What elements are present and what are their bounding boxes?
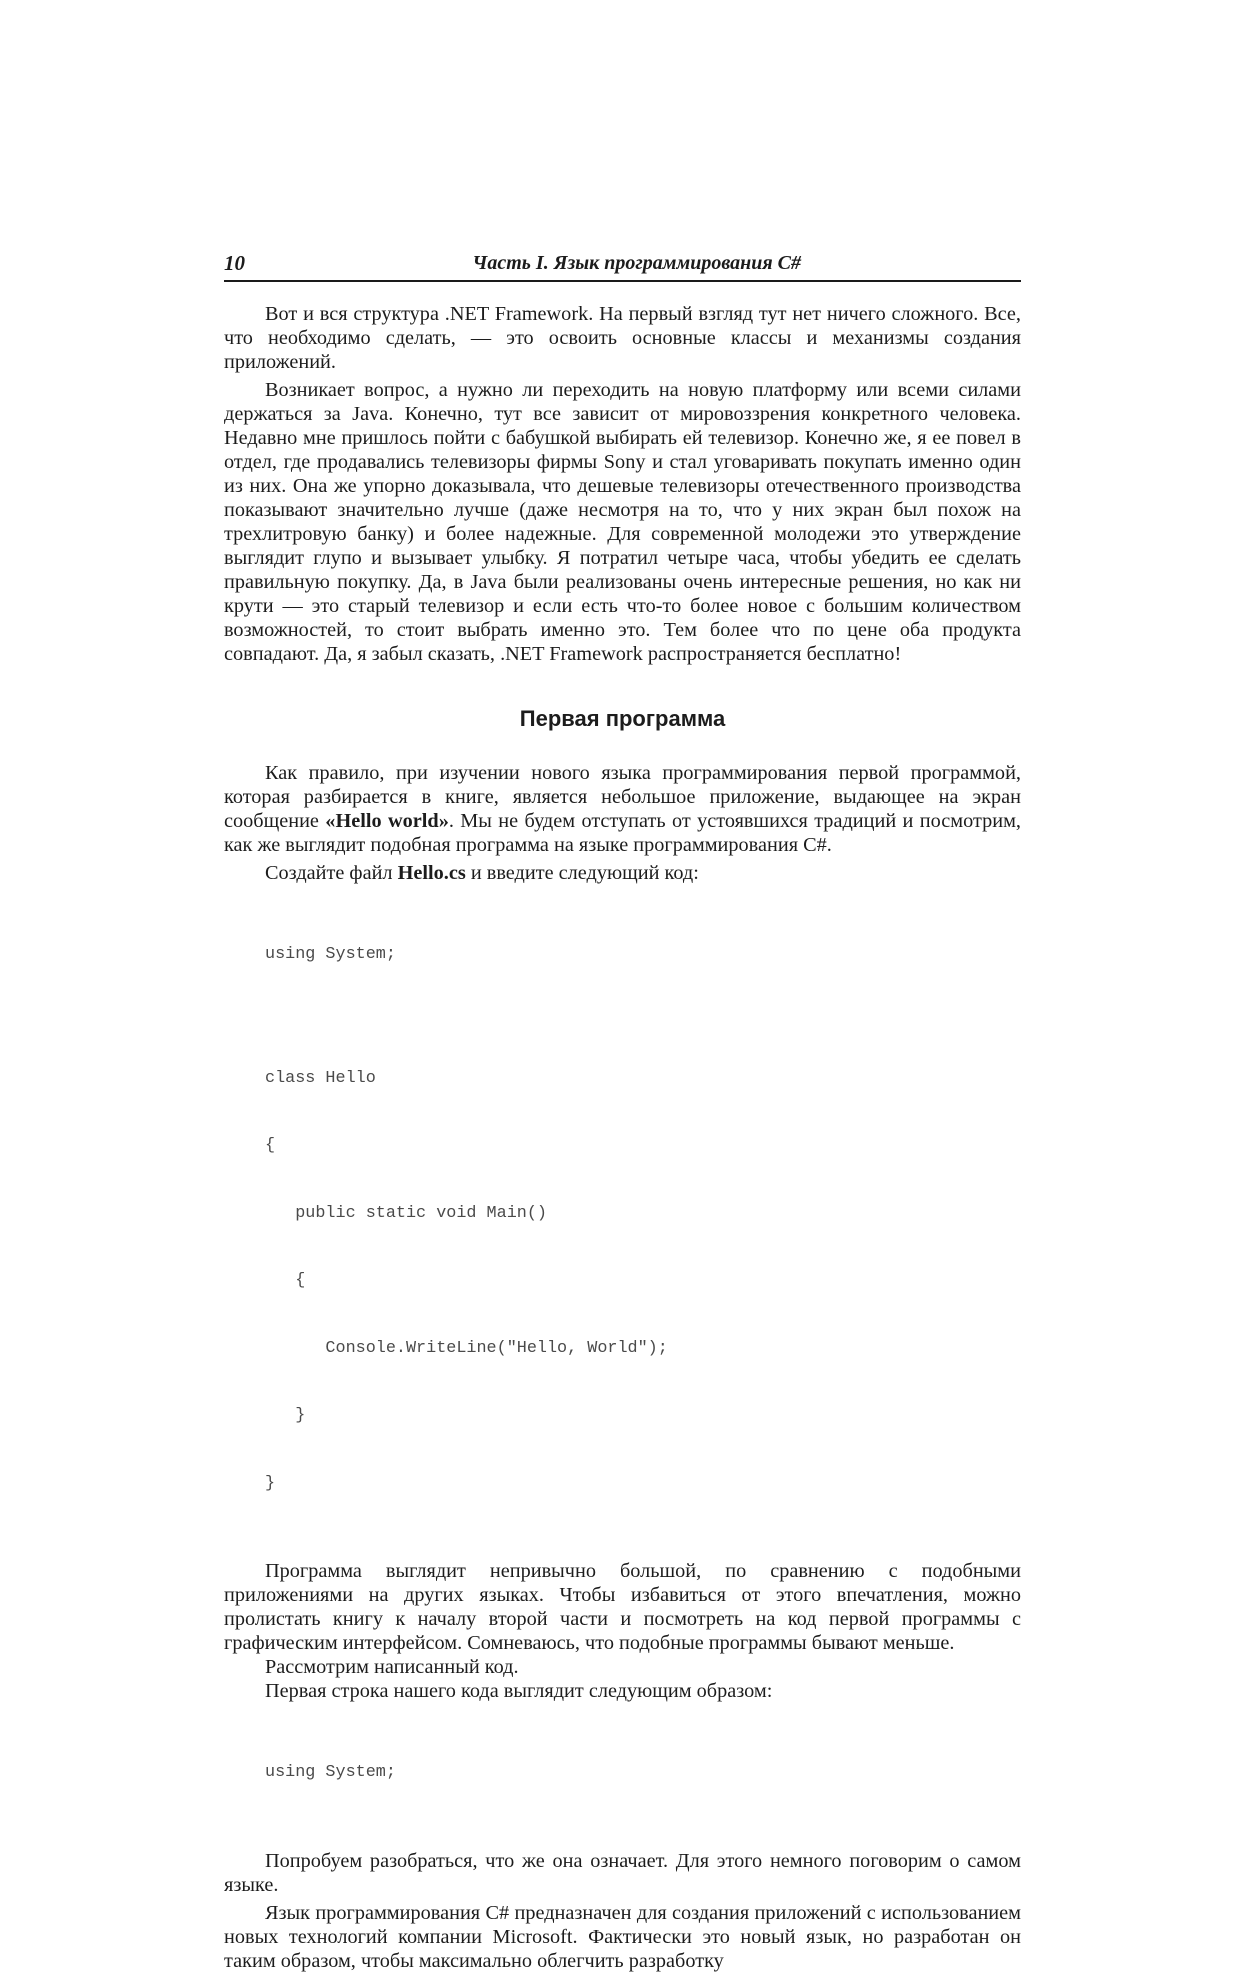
code-line: using System; [265,1763,396,1782]
code-line: class Hello [265,1068,376,1088]
file-name: Hello.cs [397,862,466,884]
paragraph-intro-text-a: Как правило, при изучении нового языка программирования первой программой, которая разбирается в книге, является небольшое приложение, выдающее на экран сообщение [224,762,1021,832]
code-listing-hello [265,899,1021,1540]
paragraph-intro [224,761,1021,857]
paragraph-create-file-text-b: и введите следующий код: [465,862,699,884]
page-number: 10 [224,251,245,275]
code-line: { [265,1136,276,1155]
code-line: } [265,1473,276,1493]
paragraph-intro-text-b: . Мы не будем отступать от устоявшихся традиций и посмотрим, как же выглядит подобная программа на языке программирования C#. [224,810,1021,856]
paragraph-meaning: Попробуем разобраться, что же она означает. Для этого немного поговорим о самом языке. [224,1849,1021,1896]
page-body [224,302,1021,1973]
paragraph-first-line: Первая строка нашего кода выглядит следующим образом: [265,1680,773,1702]
code-blank-line [265,1012,1021,1023]
paragraph-create-file [224,861,1021,885]
paragraph-net-framework: Вот и вся структура .NET Framework. На первый взгляд тут нет ничего сложного. Все, что необходимо сделать, — это освоить основные классы и механизмы создания приложений. [224,303,1021,373]
section-heading: Первая программа [519,706,726,731]
paragraph-consider-code: Рассмотрим написанный код. [265,1656,519,1678]
running-title: Часть I. Язык программирования C# [472,252,801,274]
paragraph-csharp-language: Язык программирования C# предназначен для создания приложений с использованием новых технологий компании Microsoft. Фактически это новый язык, но разработан он таким образом, чтобы максимально облегчить разработку [224,1901,1021,1972]
paragraph-create-file-text-a: Создайте файл [265,862,398,884]
code-line: Console.WriteLine("Hello, World"); [265,1338,668,1358]
code-line: { [265,1271,306,1290]
code-listing-using [265,1717,1021,1830]
page-header [224,248,1021,282]
code-line: public static void Main() [265,1203,547,1223]
code-line: } [265,1406,306,1425]
paragraph-program-size: Программа выглядит непривычно большой, по сравнению с подобными приложениями на других языках. Чтобы избавиться от этого впечатления, можно пролистать книгу к началу второй части и посмотреть на код первой программы с графическим интерфейсом. Сомневаюсь, что подобные программы бывают меньше. [224,1560,1021,1654]
hello-world-phrase: «Hello world» [325,810,449,832]
paragraph-tv-story: Возникает вопрос, а нужно ли переходить на новую платформу или всеми силами держаться за Java. Конечно, тут все зависит от мировоззрения конкретного человека. Недавно мне пришлось пойти с бабушкой выбирать ей телевизор. Конечно же, я ее повел в отдел, где продавались телевизоры фирмы Sony и стал уговаривать покупать именно один из них. Она же упорно доказывала, что дешевые телевизоры отечественного производства показывают значительно лучше (даже несмотря на то, что у них экран был похож на трехлитровую банку) и более надежные. Для современной молодежи это утверждение выглядит глупо и вызывает улыбку. Я потратил четыре часа, чтобы убедить ее сделать правильную покупку. Да, в Java были реализованы очень интересные решения, но как ни крути — это старый телевизор и если есть что-то более новое с большим количеством возможностей, то стоит выбрать именно это. Тем более что по цене оба продукта совпадают. Да, я забыл сказать, .NET Framework распространяется бесплатно! [224,379,1021,665]
code-line: using System; [265,945,396,964]
